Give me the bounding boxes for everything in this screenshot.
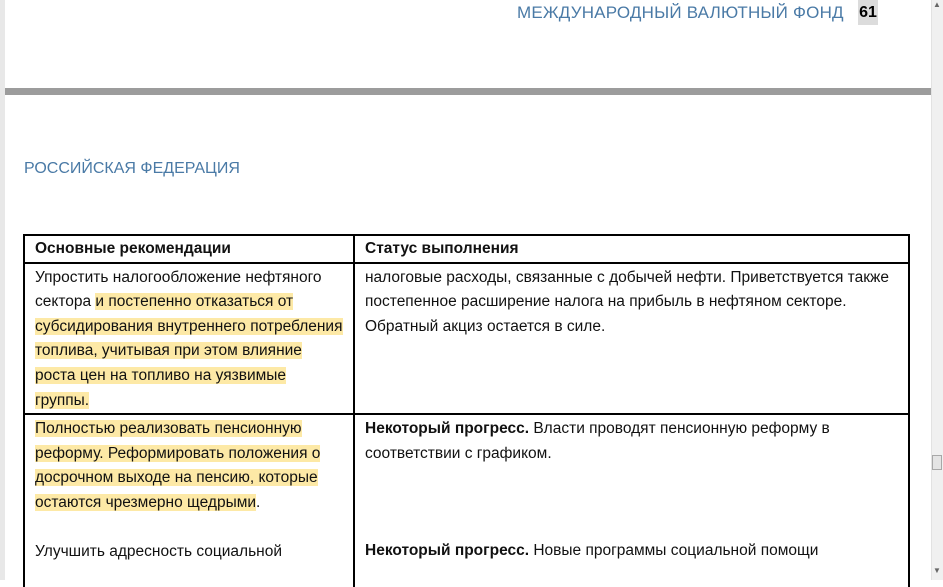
recommendation-cell — [24, 263, 354, 415]
table-header-row — [24, 235, 909, 263]
recommendation-text: Улучшить адресность социальной — [35, 543, 282, 561]
column-header: Основные рекомендации — [24, 235, 354, 263]
left-gutter — [0, 0, 5, 580]
scroll-up-icon[interactable]: ▲ — [933, 0, 941, 9]
highlighted-text: и постепенно отказаться от субсидирования внутреннего потребления топлива, учитывая при этом влияние роста цен на топливо на уязвимые группы. — [35, 293, 343, 409]
running-header-title: МЕЖДУНАРОДНЫЙ ВАЛЮТНЫЙ ФОНД — [517, 3, 844, 22]
status-text: налоговые расходы, связанные с добычей нефти. Приветствуется также постепенное расширение налога на прибыль в нефтяном секторе. Обратный акциз остается в силе. — [365, 268, 890, 335]
status-text: Власти проводят пенсионную реформу в соответствии с графиком. — [365, 420, 830, 462]
recommendation-cell — [24, 414, 354, 587]
scrollbar-thumb[interactable] — [932, 455, 942, 470]
status-label: Некоторый прогресс. — [365, 542, 530, 560]
status-cell — [354, 263, 909, 415]
table-row — [24, 414, 909, 587]
vertical-scrollbar[interactable] — [931, 0, 943, 580]
page-number: 61 — [858, 0, 878, 25]
section-title: РОССИЙСКАЯ ФЕДЕРАЦИЯ — [24, 160, 240, 177]
status-label: Некоторый прогресс. — [365, 420, 530, 438]
status-cell — [354, 414, 909, 587]
highlighted-text: Полностью реализовать пенсионную реформу. Реформировать положения о досрочном выходе на пенсию, которые остаются чрезмерно щедрыми — [35, 420, 321, 511]
table-row — [24, 263, 909, 415]
header-divider — [5, 88, 931, 95]
recommendation-text: . — [256, 493, 261, 511]
recommendation-text: Упростить налогообложение нефтяного сектора — [35, 268, 322, 311]
scroll-down-icon[interactable]: ▼ — [933, 566, 941, 575]
recommendations-table — [23, 234, 910, 587]
column-header: Статус выполнения — [354, 235, 909, 263]
status-text: Новые программы социальной помощи — [529, 542, 819, 560]
